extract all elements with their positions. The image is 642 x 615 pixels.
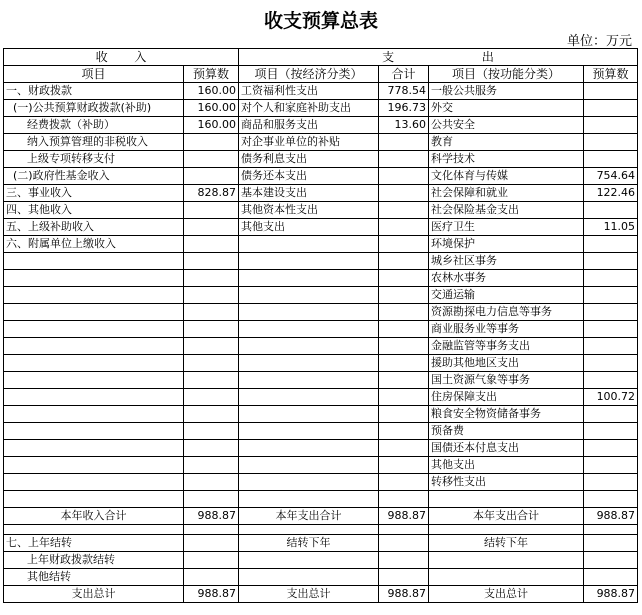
table-row	[4, 117, 638, 134]
func-item-cell: 结转下年	[429, 535, 584, 552]
econ-item-cell	[239, 287, 379, 304]
func-value-cell: 11.05	[584, 219, 638, 236]
econ-item-cell: 本年支出合计	[239, 508, 379, 525]
func-value-cell	[584, 440, 638, 457]
econ-item-cell: 其他资本性支出	[239, 202, 379, 219]
income-value-cell	[184, 440, 239, 457]
econ-item-cell: 支出总计	[239, 586, 379, 603]
income-item-cell	[4, 406, 184, 423]
income-item-cell: 七、上年结转	[4, 535, 184, 552]
income-item-cell: (二)政府性基金收入	[4, 168, 184, 185]
econ-item-cell: 对个人和家庭补助支出	[239, 100, 379, 117]
func-item-cell: 环境保护	[429, 236, 584, 253]
income-item-cell	[4, 525, 184, 535]
econ-value-cell	[379, 202, 429, 219]
econ-item-cell: 对企事业单位的补贴	[239, 134, 379, 151]
func-item-cell: 科学技术	[429, 151, 584, 168]
table-row	[4, 100, 638, 117]
budget-table	[3, 48, 638, 603]
income-item-cell	[4, 491, 184, 508]
table-row	[4, 134, 638, 151]
func-item-cell: 预备费	[429, 423, 584, 440]
econ-item-cell: 商品和服务支出	[239, 117, 379, 134]
income-value-cell	[184, 270, 239, 287]
econ-value-cell	[379, 321, 429, 338]
income-item-cell: 支出总计	[4, 586, 184, 603]
income-item-cell	[4, 253, 184, 270]
income-item-cell: 四、其他收入	[4, 202, 184, 219]
income-value-cell	[184, 134, 239, 151]
func-value-cell	[584, 83, 638, 100]
econ-value-cell	[379, 440, 429, 457]
func-item-cell: 农林水事务	[429, 270, 584, 287]
econ-value-cell	[379, 389, 429, 406]
econ-item-cell	[239, 253, 379, 270]
income-value-cell	[184, 355, 239, 372]
econ-value-cell	[379, 535, 429, 552]
econ-value-cell	[379, 569, 429, 586]
econ-item-cell: 债务还本支出	[239, 168, 379, 185]
func-value-cell	[584, 457, 638, 474]
func-value-cell: 100.72	[584, 389, 638, 406]
econ-value-cell: 988.87	[379, 586, 429, 603]
table-row	[4, 457, 638, 474]
func-item-cell: 国土资源气象等事务	[429, 372, 584, 389]
income-item-cell	[4, 338, 184, 355]
income-value-cell	[184, 569, 239, 586]
econ-value-cell	[379, 338, 429, 355]
econ-item-header: 项目（按经济分类）	[239, 66, 379, 83]
table-row	[4, 525, 638, 535]
econ-item-cell: 结转下年	[239, 535, 379, 552]
econ-value-cell	[379, 491, 429, 508]
table-row	[4, 236, 638, 253]
econ-item-cell: 工资福利性支出	[239, 83, 379, 100]
func-item-cell: 转移性支出	[429, 474, 584, 491]
econ-item-cell: 基本建设支出	[239, 185, 379, 202]
table-row	[4, 151, 638, 168]
table-row	[4, 569, 638, 586]
income-value-cell	[184, 287, 239, 304]
econ-item-cell	[239, 474, 379, 491]
income-value-cell	[184, 236, 239, 253]
income-budget-header: 预算数	[184, 66, 239, 83]
table-row	[4, 338, 638, 355]
func-value-cell	[584, 338, 638, 355]
func-value-cell: 754.64	[584, 168, 638, 185]
func-value-cell	[584, 372, 638, 389]
income-header: 收 入	[4, 49, 239, 66]
income-item-cell	[4, 321, 184, 338]
income-value-cell: 988.87	[184, 586, 239, 603]
econ-value-cell	[379, 219, 429, 236]
table-row	[4, 372, 638, 389]
income-item-cell: 一、财政拨款	[4, 83, 184, 100]
func-value-cell	[584, 552, 638, 569]
func-item-cell: 医疗卫生	[429, 219, 584, 236]
header-row-2	[4, 66, 638, 83]
econ-value-cell	[379, 151, 429, 168]
income-item-cell	[4, 287, 184, 304]
econ-value-cell: 196.73	[379, 100, 429, 117]
econ-value-cell	[379, 236, 429, 253]
econ-value-cell: 988.87	[379, 508, 429, 525]
econ-item-cell	[239, 491, 379, 508]
econ-value-cell	[379, 474, 429, 491]
table-row	[4, 185, 638, 202]
func-item-cell: 文化体育与传媒	[429, 168, 584, 185]
income-item-cell: 其他结转	[4, 569, 184, 586]
income-value-cell	[184, 406, 239, 423]
table-row	[4, 474, 638, 491]
func-value-cell	[584, 100, 638, 117]
econ-value-cell	[379, 372, 429, 389]
econ-value-cell: 13.60	[379, 117, 429, 134]
econ-item-cell	[239, 552, 379, 569]
income-item-cell: 纳入预算管理的非税收入	[4, 134, 184, 151]
func-value-cell	[584, 202, 638, 219]
income-item-cell	[4, 423, 184, 440]
table-row	[4, 440, 638, 457]
func-item-cell: 本年支出合计	[429, 508, 584, 525]
table-row	[4, 355, 638, 372]
table-row	[4, 270, 638, 287]
income-item-cell	[4, 304, 184, 321]
func-value-cell	[584, 491, 638, 508]
econ-value-cell: 778.54	[379, 83, 429, 100]
table-row	[4, 253, 638, 270]
func-value-cell	[584, 253, 638, 270]
table-row	[4, 508, 638, 525]
econ-item-cell: 其他支出	[239, 219, 379, 236]
econ-item-cell	[239, 355, 379, 372]
econ-item-cell	[239, 304, 379, 321]
func-value-cell	[584, 134, 638, 151]
func-value-cell: 122.46	[584, 185, 638, 202]
func-item-cell: 其他支出	[429, 457, 584, 474]
expense-header: 支 出	[239, 49, 638, 66]
income-value-cell	[184, 389, 239, 406]
econ-value-cell	[379, 525, 429, 535]
table-row	[4, 321, 638, 338]
func-value-cell	[584, 270, 638, 287]
econ-item-cell	[239, 321, 379, 338]
table-row	[4, 423, 638, 440]
func-value-cell	[584, 535, 638, 552]
func-item-cell	[429, 552, 584, 569]
econ-value-cell	[379, 552, 429, 569]
econ-value-cell	[379, 168, 429, 185]
func-value-cell	[584, 151, 638, 168]
func-value-cell	[584, 117, 638, 134]
func-item-cell: 城乡社区事务	[429, 253, 584, 270]
table-row	[4, 389, 638, 406]
income-value-cell: 160.00	[184, 100, 239, 117]
income-value-cell	[184, 168, 239, 185]
func-item-cell: 教育	[429, 134, 584, 151]
func-value-cell	[584, 321, 638, 338]
econ-item-cell	[239, 423, 379, 440]
func-item-cell: 援助其他地区支出	[429, 355, 584, 372]
func-value-cell	[584, 474, 638, 491]
income-item-header: 项目	[4, 66, 184, 83]
income-value-cell	[184, 151, 239, 168]
econ-value-cell	[379, 134, 429, 151]
income-value-cell	[184, 321, 239, 338]
income-value-cell	[184, 552, 239, 569]
func-value-cell	[584, 287, 638, 304]
func-value-cell	[584, 304, 638, 321]
econ-total-header: 合计	[379, 66, 429, 83]
table-row	[4, 168, 638, 185]
income-item-cell	[4, 474, 184, 491]
func-value-cell	[584, 569, 638, 586]
income-item-cell	[4, 372, 184, 389]
income-item-cell: 三、事业收入	[4, 185, 184, 202]
econ-value-cell	[379, 287, 429, 304]
func-item-header: 项目（按功能分类）	[429, 66, 584, 83]
func-value-cell	[584, 406, 638, 423]
func-item-cell: 公共安全	[429, 117, 584, 134]
income-item-cell	[4, 457, 184, 474]
income-item-cell	[4, 270, 184, 287]
func-item-cell	[429, 525, 584, 535]
econ-value-cell	[379, 423, 429, 440]
func-value-cell	[584, 525, 638, 535]
func-value-cell: 988.87	[584, 586, 638, 603]
table-row	[4, 491, 638, 508]
econ-item-cell	[239, 372, 379, 389]
income-value-cell	[184, 219, 239, 236]
econ-item-cell	[239, 569, 379, 586]
income-value-cell	[184, 474, 239, 491]
income-item-cell	[4, 355, 184, 372]
econ-value-cell	[379, 185, 429, 202]
econ-item-cell	[239, 440, 379, 457]
func-item-cell: 资源勘探电力信息等事务	[429, 304, 584, 321]
func-item-cell: 交通运输	[429, 287, 584, 304]
income-value-cell	[184, 525, 239, 535]
income-value-cell	[184, 253, 239, 270]
econ-value-cell	[379, 270, 429, 287]
table-row	[4, 406, 638, 423]
econ-item-cell	[239, 525, 379, 535]
func-item-cell: 社会保障和就业	[429, 185, 584, 202]
func-item-cell	[429, 569, 584, 586]
header-row-1	[4, 49, 638, 66]
econ-value-cell	[379, 457, 429, 474]
income-item-cell	[4, 440, 184, 457]
table-row	[4, 83, 638, 100]
table-row	[4, 287, 638, 304]
income-item-cell: 六、附属单位上缴收入	[4, 236, 184, 253]
econ-value-cell	[379, 253, 429, 270]
income-item-cell: 上级专项转移支付	[4, 151, 184, 168]
income-value-cell	[184, 457, 239, 474]
econ-item-cell	[239, 338, 379, 355]
func-item-cell: 商业服务业等事务	[429, 321, 584, 338]
table-row	[4, 304, 638, 321]
func-value-cell: 988.87	[584, 508, 638, 525]
income-item-cell: 上年财政拨款结转	[4, 552, 184, 569]
table-row	[4, 219, 638, 236]
table-row	[4, 552, 638, 569]
income-item-cell: 五、上级补助收入	[4, 219, 184, 236]
income-item-cell: 本年收入合计	[4, 508, 184, 525]
table-row	[4, 586, 638, 603]
income-value-cell	[184, 372, 239, 389]
table-row	[4, 535, 638, 552]
func-item-cell: 住房保障支出	[429, 389, 584, 406]
func-item-cell: 金融监管等事务支出	[429, 338, 584, 355]
econ-value-cell	[379, 406, 429, 423]
unit-label: 单位：万元	[566, 34, 632, 49]
income-item-cell: (一)公共预算财政拨款(补助)	[4, 100, 184, 117]
income-value-cell	[184, 535, 239, 552]
income-value-cell: 160.00	[184, 117, 239, 134]
income-value-cell	[184, 202, 239, 219]
func-item-cell: 外交	[429, 100, 584, 117]
func-item-cell: 国债还本付息支出	[429, 440, 584, 457]
econ-item-cell	[239, 236, 379, 253]
func-item-cell: 支出总计	[429, 586, 584, 603]
func-item-cell: 粮食安全物资储备事务	[429, 406, 584, 423]
income-value-cell: 160.00	[184, 83, 239, 100]
func-item-cell: 社会保险基金支出	[429, 202, 584, 219]
econ-item-cell: 债务利息支出	[239, 151, 379, 168]
func-item-cell: 一般公共服务	[429, 83, 584, 100]
econ-item-cell	[239, 389, 379, 406]
income-item-cell	[4, 389, 184, 406]
income-value-cell	[184, 304, 239, 321]
func-item-cell	[429, 491, 584, 508]
income-item-cell: 经费拨款（补助）	[4, 117, 184, 134]
income-value-cell	[184, 338, 239, 355]
income-value-cell	[184, 423, 239, 440]
func-value-cell	[584, 236, 638, 253]
func-value-cell	[584, 355, 638, 372]
income-value-cell: 988.87	[184, 508, 239, 525]
func-value-cell	[584, 423, 638, 440]
econ-value-cell	[379, 304, 429, 321]
page-title: 收支预算总表	[263, 10, 378, 32]
econ-item-cell	[239, 457, 379, 474]
econ-item-cell	[239, 270, 379, 287]
income-value-cell	[184, 491, 239, 508]
econ-value-cell	[379, 355, 429, 372]
func-budget-header: 预算数	[584, 66, 638, 83]
income-value-cell: 828.87	[184, 185, 239, 202]
table-row	[4, 202, 638, 219]
econ-item-cell	[239, 406, 379, 423]
